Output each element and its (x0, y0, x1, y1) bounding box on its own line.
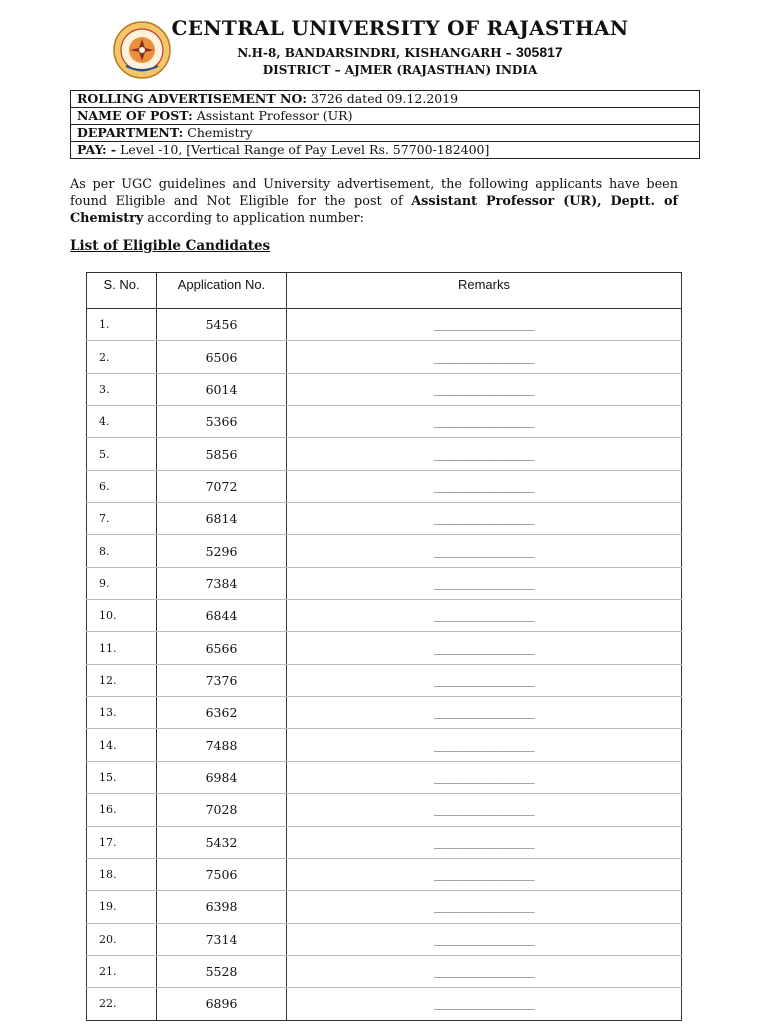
department-row (71, 125, 700, 142)
table-header-row (87, 273, 682, 309)
table-row (87, 794, 682, 826)
application-no-cell: 6362 (157, 697, 287, 729)
remarks-cell: ____________________ (287, 891, 682, 923)
remarks-cell: ____________________ (287, 955, 682, 987)
application-no-cell: 6506 (157, 341, 287, 373)
remarks-cell: ____________________ (287, 632, 682, 664)
post-value: Assistant Professor (UR) (192, 108, 353, 123)
sno-cell: 21. (87, 955, 157, 987)
table-row (87, 858, 682, 890)
sno-cell: 11. (87, 632, 157, 664)
remarks-cell: ____________________ (287, 470, 682, 502)
table-row (87, 406, 682, 438)
address-line-1 (0, 44, 770, 60)
remarks-cell: ____________________ (287, 438, 682, 470)
sno-cell: 2. (87, 341, 157, 373)
table-row (87, 600, 682, 632)
table-row (87, 470, 682, 502)
post-label: NAME OF POST: (77, 108, 193, 123)
department-cell (71, 125, 700, 142)
application-no-cell: 6014 (157, 373, 287, 405)
remarks-cell: ____________________ (287, 988, 682, 1020)
remarks-cell: ____________________ (287, 697, 682, 729)
table-row (87, 438, 682, 470)
application-no-cell: 6566 (157, 632, 287, 664)
sno-cell: 22. (87, 988, 157, 1020)
application-no-cell: 5366 (157, 406, 287, 438)
department-label: DEPARTMENT: (77, 125, 184, 140)
application-no-cell: 6398 (157, 891, 287, 923)
advertisement-info-table (70, 90, 700, 159)
remarks-cell: ____________________ (287, 923, 682, 955)
sno-cell: 9. (87, 567, 157, 599)
sno-cell: 12. (87, 664, 157, 696)
sno-cell: 15. (87, 761, 157, 793)
application-no-cell: 5432 (157, 826, 287, 858)
remarks-cell: ____________________ (287, 826, 682, 858)
sno-cell: 17. (87, 826, 157, 858)
sno-cell: 7. (87, 503, 157, 535)
sno-cell: 4. (87, 406, 157, 438)
application-no-cell: 7488 (157, 729, 287, 761)
table-row (87, 341, 682, 373)
sno-cell: 10. (87, 600, 157, 632)
remarks-cell: ____________________ (287, 761, 682, 793)
table-row (87, 697, 682, 729)
candidates-table (86, 272, 682, 1021)
pincode: 305817 (515, 44, 563, 60)
remarks-cell: ____________________ (287, 373, 682, 405)
post-row (71, 108, 700, 125)
intro-post-bold: Assistant Professor (UR), Deptt. of Chemistry (70, 194, 678, 226)
table-row (87, 729, 682, 761)
sno-cell: 20. (87, 923, 157, 955)
sno-cell: 8. (87, 535, 157, 567)
sno-cell: 1. (87, 309, 157, 341)
application-no-cell: 7314 (157, 923, 287, 955)
intro-text: As per UGC guidelines and University advertisement, the following applicants have been found Eligible and Not Eligible for the post of (70, 177, 678, 209)
application-no-cell: 7028 (157, 794, 287, 826)
sno-cell: 6. (87, 470, 157, 502)
university-name: CENTRAL UNIVERSITY OF RAJASTHAN (171, 16, 629, 40)
table-row (87, 891, 682, 923)
post-cell (71, 108, 700, 125)
table-row (87, 988, 682, 1020)
pay-label: PAY: - (77, 142, 117, 157)
advertisement-row (71, 91, 700, 108)
remarks-cell: ____________________ (287, 858, 682, 890)
table-row (87, 309, 682, 341)
remarks-cell: ____________________ (287, 309, 682, 341)
table-row (87, 761, 682, 793)
remarks-cell: ____________________ (287, 729, 682, 761)
application-no-cell: 6814 (157, 503, 287, 535)
sno-cell: 16. (87, 794, 157, 826)
table-row (87, 664, 682, 696)
remarks-cell: ____________________ (287, 406, 682, 438)
application-no-cell: 7506 (157, 858, 287, 890)
table-row (87, 535, 682, 567)
remarks-cell: ____________________ (287, 794, 682, 826)
remarks-cell: ____________________ (287, 341, 682, 373)
header-application-no: Application No. (157, 273, 287, 309)
department-value: Chemistry (183, 125, 253, 140)
application-no-cell: 5856 (157, 438, 287, 470)
application-no-cell: 7376 (157, 664, 287, 696)
advertisement-cell (71, 91, 700, 108)
application-no-cell: 5296 (157, 535, 287, 567)
intro-paragraph (70, 176, 678, 227)
sno-cell: 5. (87, 438, 157, 470)
sno-cell: 13. (87, 697, 157, 729)
remarks-cell: ____________________ (287, 664, 682, 696)
sno-cell: 19. (87, 891, 157, 923)
application-no-cell: 5528 (157, 955, 287, 987)
table-row (87, 632, 682, 664)
remarks-cell: ____________________ (287, 567, 682, 599)
pay-cell (71, 142, 700, 159)
advertisement-label: ROLLING ADVERTISEMENT NO: (77, 91, 307, 106)
remarks-cell: ____________________ (287, 600, 682, 632)
application-no-cell: 7072 (157, 470, 287, 502)
table-row (87, 923, 682, 955)
application-no-cell: 5456 (157, 309, 287, 341)
table-row (87, 503, 682, 535)
table-row (87, 955, 682, 987)
table-row (87, 826, 682, 858)
table-body (87, 309, 682, 1021)
table-row (87, 373, 682, 405)
application-no-cell: 6896 (157, 988, 287, 1020)
intro-text-end: according to application number: (143, 211, 364, 226)
header-sno: S. No. (87, 273, 157, 309)
application-no-cell: 6984 (157, 761, 287, 793)
sno-cell: 18. (87, 858, 157, 890)
table-row (87, 567, 682, 599)
header-remarks: Remarks (287, 273, 682, 309)
address-line-2: DISTRICT – AJMER (RAJASTHAN) INDIA (262, 63, 538, 77)
pay-value: Level -10, [Vertical Range of Pay Level Rs. 57700-182400] (116, 142, 490, 157)
address-text: N.H-8, BANDARSINDRI, KISHANGARH – (237, 46, 512, 60)
application-no-cell: 7384 (157, 567, 287, 599)
remarks-cell: ____________________ (287, 535, 682, 567)
pay-row (71, 142, 700, 159)
list-title: List of Eligible Candidates (70, 238, 271, 254)
sno-cell: 14. (87, 729, 157, 761)
application-no-cell: 6844 (157, 600, 287, 632)
advertisement-value: 3726 dated 09.12.2019 (306, 91, 459, 106)
sno-cell: 3. (87, 373, 157, 405)
remarks-cell: ____________________ (287, 503, 682, 535)
